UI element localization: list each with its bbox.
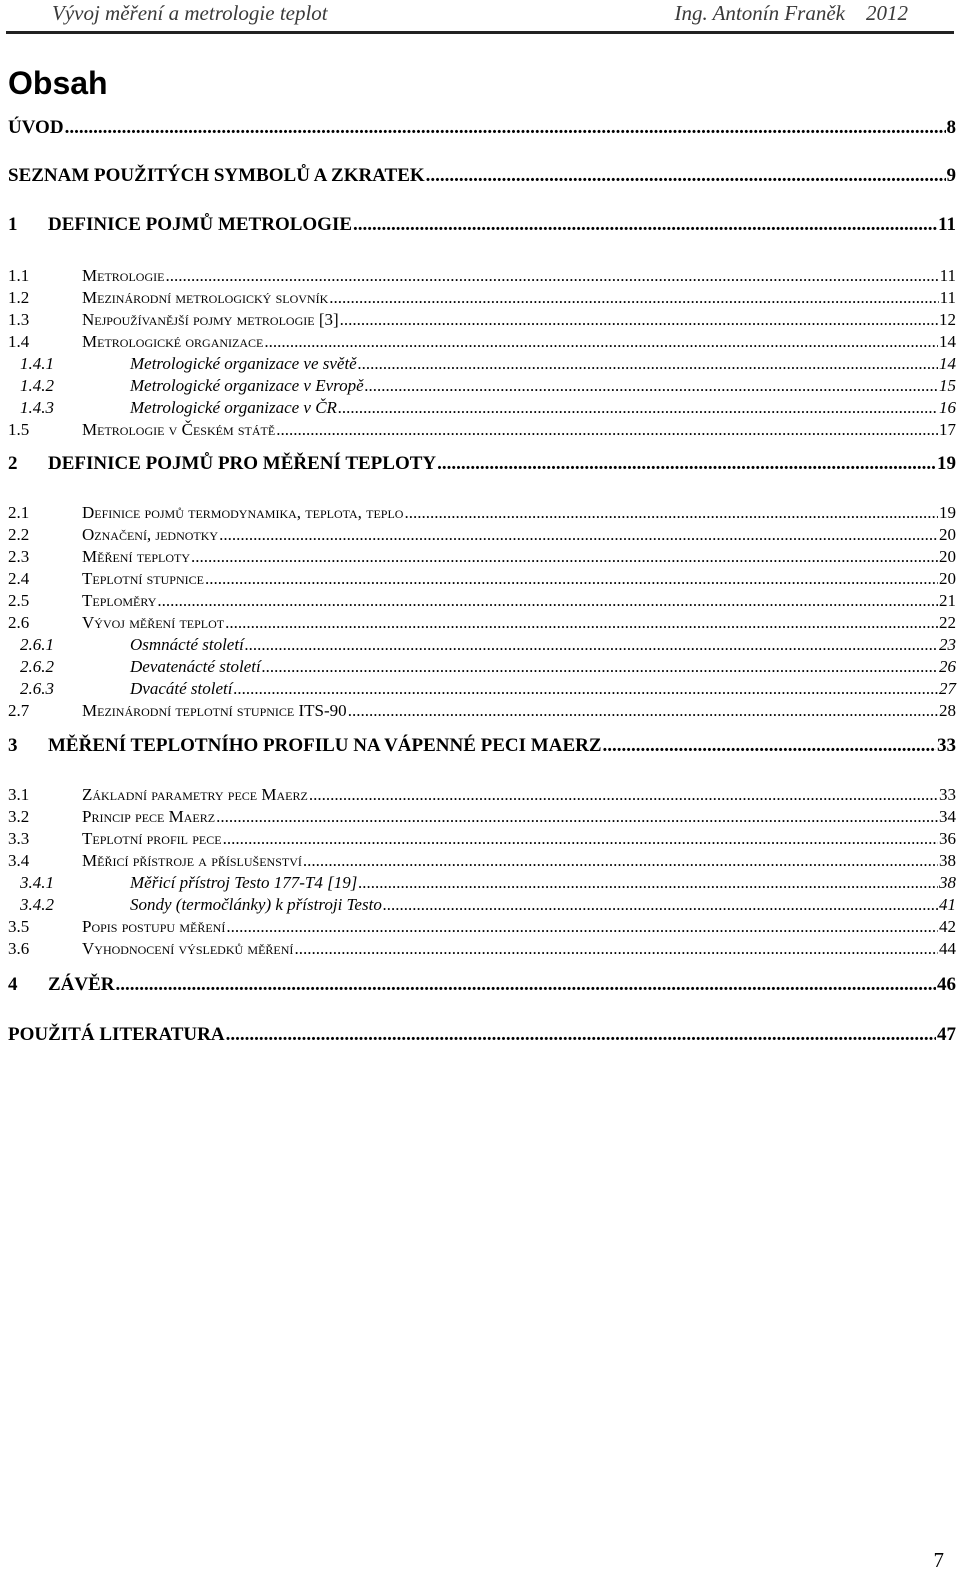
toc-title: Obsah (8, 65, 108, 101)
toc-entry-page: 28 (939, 701, 956, 720)
toc-entry[interactable] (8, 895, 956, 915)
toc-dot-leader (358, 873, 938, 893)
toc-dot-leader (226, 1024, 936, 1046)
toc-entry-number: 2.1 (8, 503, 30, 522)
toc-dot-leader (294, 939, 938, 959)
toc-entry-number: 2.6.2 (20, 657, 54, 676)
toc-entry-number: 3.4 (8, 851, 30, 870)
toc-entry-page: 16 (939, 398, 956, 417)
toc-entry-number: 2.6.1 (20, 635, 54, 654)
toc-dot-leader (603, 735, 936, 757)
toc-entry-title: MĚŘENÍ TEPLOTNÍHO PROFILU NA VÁPENNÉ PECI MAERZ (48, 735, 602, 756)
toc-entry-title: Nejpoužívanější pojmy metrologie [3] (82, 310, 339, 329)
toc-entry-number: 1.2 (8, 288, 30, 307)
toc-entry-title: Dvacáté století (130, 679, 233, 698)
toc-entry-number: 4 (8, 974, 18, 995)
toc-entry[interactable] (8, 569, 956, 589)
toc-entry-title: Osmnácté století (130, 635, 244, 654)
toc-entry-number: 3.4.1 (20, 873, 54, 892)
toc-entry[interactable] (8, 851, 956, 871)
toc-dot-leader (191, 547, 938, 567)
toc-entry-title: Devatenácté století (130, 657, 261, 676)
toc-entry-title: Měřicí přístroje a příslušenství (82, 851, 302, 870)
toc-entry-number: 2.6 (8, 613, 30, 632)
toc-entry-title: Metrologické organizace ve světě (130, 354, 357, 373)
toc-entry-page: 22 (939, 613, 956, 632)
toc-entry-title: Teplotní stupnice (82, 569, 204, 588)
toc-dot-leader (225, 613, 938, 633)
toc-entry[interactable] (8, 635, 956, 655)
toc-entry-number: 3.1 (8, 785, 30, 804)
toc-dot-leader (233, 679, 938, 699)
toc-entry-page: 44 (939, 939, 956, 958)
toc-dot-leader (303, 851, 938, 871)
toc-entry-title: Sondy (termočlánky) k přístroji Testo (130, 895, 382, 914)
toc-entry[interactable] (8, 354, 956, 374)
toc-entry-title: Základní parametry pece Maerz (82, 785, 308, 804)
toc-entry-page: 20 (939, 525, 956, 544)
toc-entry-title: Metrologické organizace v Evropě (130, 376, 364, 395)
toc-entry-page: 11 (938, 214, 956, 235)
toc-entry[interactable] (8, 679, 956, 699)
toc-entry[interactable] (8, 332, 956, 352)
page-header (0, 0, 960, 36)
toc-entry-number: 3.4.2 (20, 895, 54, 914)
toc-entry-page: 20 (939, 547, 956, 566)
toc-dot-leader (340, 310, 938, 330)
toc-dot-leader (219, 525, 938, 545)
toc-entry-page: 11 (939, 288, 956, 307)
toc-entry-title: Metrologické organizace v ČR (130, 398, 337, 417)
toc-entry-page: 20 (939, 569, 956, 588)
toc-entry-page: 14 (939, 332, 956, 351)
toc-dot-leader (338, 398, 938, 418)
toc-dot-leader (157, 591, 938, 611)
toc-entry-title: Metrologické organizace (82, 332, 264, 351)
toc-entry[interactable] (8, 974, 956, 996)
toc-entry-page: 14 (939, 354, 956, 373)
toc-entry-title: Definice pojmů termodynamika, teplota, teplo (82, 503, 404, 522)
toc-entry[interactable] (8, 785, 956, 805)
toc-entry-page: 17 (939, 420, 956, 439)
toc-entry[interactable] (8, 117, 956, 139)
toc-dot-leader (262, 657, 938, 677)
toc-dot-leader (264, 332, 938, 352)
toc-dot-leader (426, 165, 946, 187)
toc-entry-title: Vyhodnocení výsledků měření (82, 939, 294, 958)
toc-entry[interactable] (8, 525, 956, 545)
toc-entry-page: 38 (939, 873, 956, 892)
toc-entry-page: 8 (946, 117, 956, 138)
toc-entry-title: Označení, jednotky (82, 525, 219, 544)
toc-dot-leader (245, 635, 938, 655)
toc-entry-number: 1.4.3 (20, 398, 54, 417)
toc-entry-number: 1.1 (8, 266, 30, 285)
toc-entry-number: 2.3 (8, 547, 30, 566)
toc-dot-leader (437, 453, 936, 475)
toc-dot-leader (309, 785, 938, 805)
toc-entry[interactable] (8, 165, 956, 187)
toc-entry-title: Popis postupu měření (82, 917, 226, 936)
toc-entry-title: Mezinárodní teplotní stupnice ITS-90 (82, 701, 347, 720)
toc-dot-leader (329, 288, 938, 308)
toc-entry-title: ZÁVĚR (48, 974, 115, 995)
toc-entry-title: ÚVOD (8, 117, 64, 138)
toc-entry[interactable] (8, 873, 956, 893)
toc-entry-title: Měření teploty (82, 547, 191, 566)
toc-dot-leader (353, 214, 937, 236)
toc-entry-page: 23 (939, 635, 956, 654)
toc-entry-number: 2.2 (8, 525, 30, 544)
toc-entry[interactable] (8, 917, 956, 937)
toc-entry-title: DEFINICE POJMŮ METROLOGIE (48, 214, 353, 235)
toc-entry-title: Metrologie (82, 266, 165, 285)
toc-entry-title: Teploměry (82, 591, 157, 610)
toc-entry[interactable] (8, 376, 956, 396)
toc-entry-title: Metrologie v Českém státě (82, 420, 276, 439)
toc-dot-leader (276, 420, 938, 440)
header-title: Vývoj měření a metrologie teplot (52, 1, 328, 25)
toc-dot-leader (383, 895, 938, 915)
toc-entry-title: Vývoj měření teplot (82, 613, 225, 632)
toc-entry-page: 33 (937, 735, 956, 756)
toc-dot-leader (358, 354, 938, 374)
toc-entry-page: 9 (946, 165, 956, 186)
toc-dot-leader (216, 807, 938, 827)
toc-entry-page: 46 (937, 974, 956, 995)
toc-entry[interactable] (8, 829, 956, 849)
toc-dot-leader (223, 829, 938, 849)
toc-dot-leader (365, 376, 938, 396)
header-author-year: Ing. Antonín Franěk 2012 (674, 1, 908, 25)
toc-entry[interactable] (8, 288, 956, 308)
toc-entry-page: 15 (939, 376, 956, 395)
toc-entry-number: 2 (8, 453, 18, 474)
toc-entry-number: 3.3 (8, 829, 30, 848)
toc-entry-page: 41 (939, 895, 956, 914)
toc-entry-title: Teplotní profil pece (82, 829, 222, 848)
toc-entry-page: 33 (939, 785, 956, 804)
toc-entry[interactable] (8, 939, 956, 959)
toc-entry[interactable] (8, 453, 956, 475)
toc-entry-number: 1.4.1 (20, 354, 54, 373)
toc-entry-page: 19 (939, 503, 956, 522)
toc-entry-page: 38 (939, 851, 956, 870)
toc-entry[interactable] (8, 398, 956, 418)
toc-entry[interactable] (8, 657, 956, 677)
toc-entry-number: 1.5 (8, 420, 30, 439)
toc-dot-leader (404, 503, 938, 523)
toc-dot-leader (65, 117, 946, 139)
toc-entry-title: SEZNAM POUŽITÝCH SYMBOLŮ A ZKRATEK (8, 165, 425, 186)
toc-entry-number: 3.6 (8, 939, 30, 958)
toc-entry-page: 19 (937, 453, 956, 474)
toc-entry-title: DEFINICE POJMŮ PRO MĚŘENÍ TEPLOTY (48, 453, 437, 474)
toc-entry[interactable] (8, 807, 956, 827)
toc-entry-page: 36 (939, 829, 956, 848)
toc-entry-title: Mezinárodní metrologický slovník (82, 288, 329, 307)
toc-entry-number: 2.4 (8, 569, 30, 588)
toc-entry-page: 26 (939, 657, 956, 676)
toc-entry[interactable] (8, 503, 956, 523)
toc-entry-number: 1.4 (8, 332, 30, 351)
toc-entry[interactable] (8, 310, 956, 330)
toc-entry[interactable] (8, 1024, 956, 1046)
toc-entry-number: 3.5 (8, 917, 30, 936)
toc-entry[interactable] (8, 701, 956, 721)
toc-dot-leader (116, 974, 936, 996)
toc-entry[interactable] (8, 735, 956, 757)
toc-entry-page: 21 (939, 591, 956, 610)
header-rule (6, 31, 954, 34)
toc-entry[interactable] (8, 591, 956, 611)
toc-entry[interactable] (8, 420, 956, 440)
toc-entry-page: 12 (939, 310, 956, 329)
toc-entry-number: 3 (8, 735, 18, 756)
toc-entry[interactable] (8, 547, 956, 567)
toc-entry[interactable] (8, 613, 956, 633)
toc-entry-page: 42 (939, 917, 956, 936)
toc-entry[interactable] (8, 266, 956, 286)
page-number: 7 (933, 1548, 944, 1572)
toc-dot-leader (348, 701, 938, 721)
toc-entry-number: 1 (8, 214, 18, 235)
toc-entry-title: Měřicí přístroj Testo 177-T4 [19] (130, 873, 358, 892)
toc-entry-page: 34 (939, 807, 956, 826)
toc-entry-number: 2.6.3 (20, 679, 54, 698)
toc-entry[interactable] (8, 214, 956, 236)
toc-entry-number: 3.2 (8, 807, 30, 826)
toc-dot-leader (226, 917, 938, 937)
toc-dot-leader (205, 569, 938, 589)
toc-entry-number: 2.5 (8, 591, 30, 610)
toc-entry-page: 27 (939, 679, 956, 698)
toc-entry-number: 2.7 (8, 701, 30, 720)
toc-entry-title: POUŽITÁ LITERATURA (8, 1024, 225, 1045)
toc-entry-number: 1.3 (8, 310, 30, 329)
toc-entry-title: Princip pece Maerz (82, 807, 216, 826)
toc-entry-number: 1.4.2 (20, 376, 54, 395)
toc-entry-page: 11 (939, 266, 956, 285)
toc-entry-page: 47 (937, 1024, 956, 1045)
toc-dot-leader (165, 266, 938, 286)
